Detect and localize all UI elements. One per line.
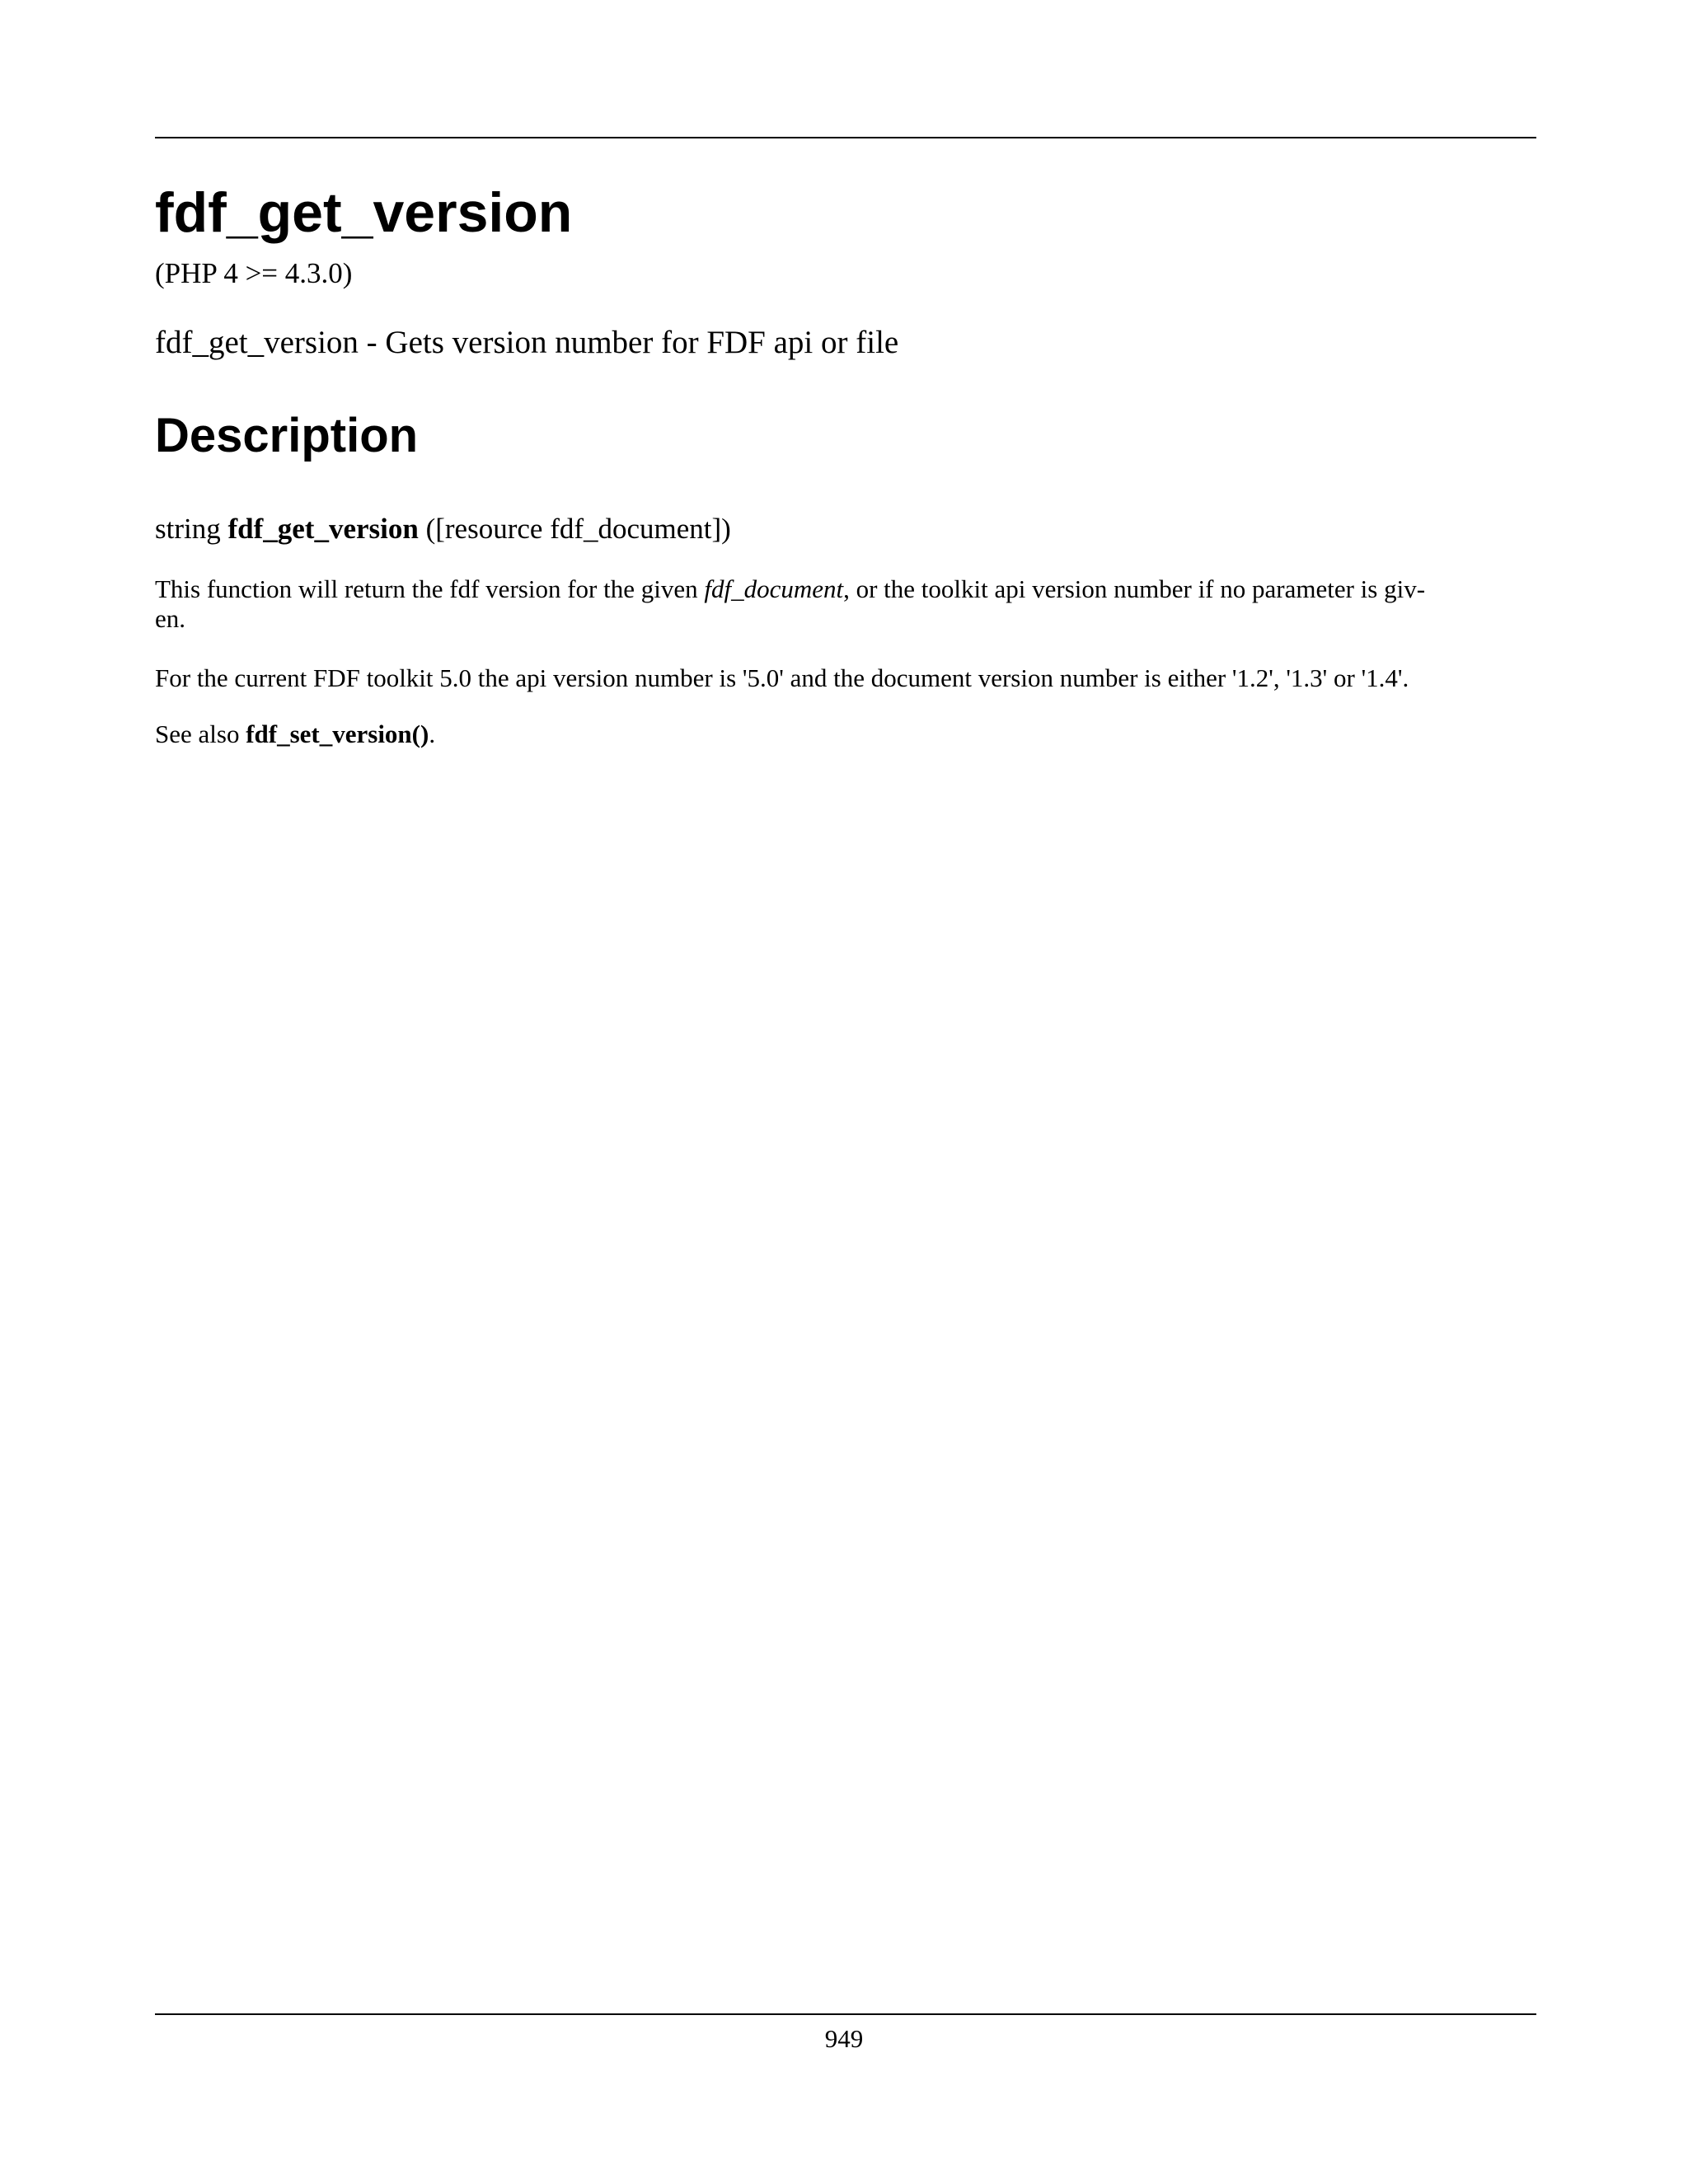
paragraph-return-value <box>155 574 1540 634</box>
header-rule <box>155 137 1536 138</box>
parameter-name: fdf_document <box>704 574 844 603</box>
see-also-prefix: See also <box>155 719 246 748</box>
synopsis-return-type: string <box>155 513 221 545</box>
section-heading-description: Description <box>155 409 419 462</box>
paragraph-toolkit-versions: For the current FDF toolkit 5.0 the api version number is '5.0' and the document version number is either '1.2', '1.3' or '1.4'. <box>155 663 1409 692</box>
see-also-suffix: . <box>429 719 436 748</box>
page-title: fdf_get_version <box>155 181 573 244</box>
function-purpose: fdf_get_version - Gets version number for FDF api or file <box>155 325 899 360</box>
see-also-link[interactable]: fdf_set_version() <box>246 719 429 748</box>
paragraph-text: en. <box>155 604 186 633</box>
synopsis-params: ([resource fdf_document]) <box>425 513 731 545</box>
synopsis-function-name: fdf_get_version <box>227 513 419 545</box>
version-note: (PHP 4 >= 4.3.0) <box>155 257 353 289</box>
paragraph-see-also <box>155 719 1540 749</box>
page-number: 949 <box>824 2024 864 2053</box>
paragraph-text: , or the toolkit api version number if no parameter is giv- <box>843 574 1426 603</box>
footer-rule <box>155 2013 1536 2015</box>
paragraph-line <box>155 574 1425 603</box>
paragraph-text: This function will return the fdf version for the given <box>155 574 705 603</box>
function-synopsis <box>155 514 731 543</box>
